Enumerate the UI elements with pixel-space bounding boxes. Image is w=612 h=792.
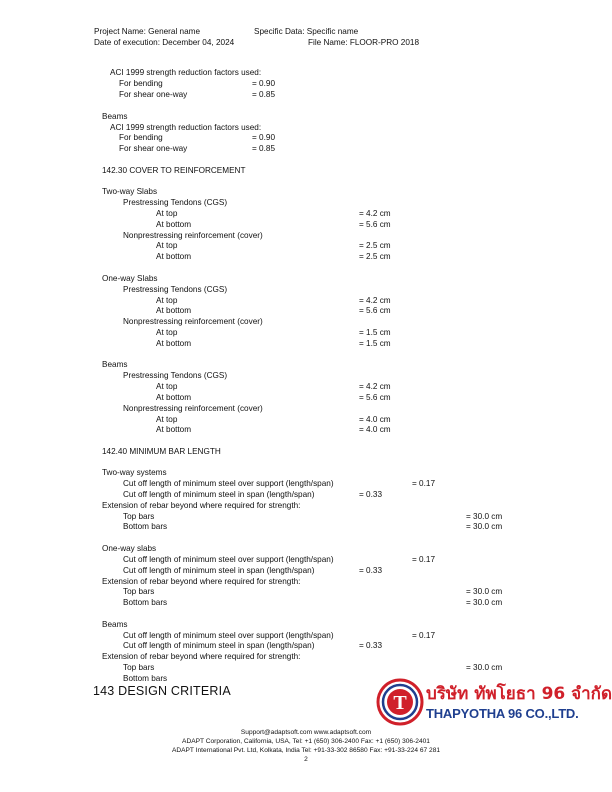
- at-top-value: = 2.5 cm: [359, 241, 391, 250]
- at-bottom-label: At bottom: [156, 393, 192, 402]
- bottom-bars-label: Bottom bars: [123, 674, 168, 683]
- at-bottom-label: At bottom: [156, 252, 192, 261]
- beams-shear-value: = 0.85: [252, 144, 275, 153]
- at-top-value: = 4.2 cm: [359, 209, 391, 218]
- nonprestressing-label: Nonprestressing reinforcement (cover): [123, 231, 263, 240]
- logo-english-name: THAPYOTHA 96 CO.,LTD.: [426, 706, 579, 721]
- cover-group-title: One-way Slabs: [102, 274, 158, 283]
- beams-bending-label: For bending: [119, 133, 163, 142]
- span-cutoff-label: Cut off length of minimum steel in span (length/span): [123, 490, 315, 499]
- at-top-label: At top: [156, 415, 178, 424]
- support-cutoff-label: Cut off length of minimum steel over support (length/span): [123, 555, 334, 564]
- at-bottom-label: At bottom: [156, 339, 192, 348]
- logo-emblem-icon: [376, 678, 424, 726]
- extension-label: Extension of rebar beyond where required for strength:: [102, 577, 301, 586]
- span-cutoff-label: Cut off length of minimum steel in span (length/span): [123, 566, 315, 575]
- at-bottom-label: At bottom: [156, 220, 192, 229]
- support-cutoff-value: = 0.17: [412, 479, 435, 488]
- top-bars-label: Top bars: [123, 512, 155, 521]
- nonprestressing-label: Nonprestressing reinforcement (cover): [123, 317, 263, 326]
- span-cutoff-label: Cut off length of minimum steel in span (length/span): [123, 641, 315, 650]
- footer-india-office: ADAPT International Pvt. Ltd, Kolkata, India Tel: +91-33-302 86580 Fax: +91-33-224 67 281: [171, 747, 441, 754]
- at-top-label: At top: [156, 209, 178, 218]
- logo-emblem-letter: T: [393, 692, 407, 714]
- min-bar-group-title: One-way slabs: [102, 544, 157, 553]
- at-bottom-value: = 2.5 cm: [359, 252, 391, 261]
- span-cutoff-value: = 0.33: [359, 641, 382, 650]
- bottom-bars-label: Bottom bars: [123, 598, 168, 607]
- at-top-label: At top: [156, 382, 178, 391]
- min-bar-group-title: Two-way systems: [102, 468, 167, 477]
- beams-aci-title: ACI 1999 strength reduction factors used:: [110, 123, 262, 132]
- shear-label: For shear one-way: [119, 90, 188, 99]
- design-criteria-heading: 143 DESIGN CRITERIA: [93, 684, 231, 698]
- bending-label: For bending: [119, 79, 163, 88]
- support-cutoff-label: Cut off length of minimum steel over support (length/span): [123, 631, 334, 640]
- at-top-value: = 4.0 cm: [359, 415, 391, 424]
- at-bottom-value: = 5.6 cm: [359, 220, 391, 229]
- at-top-label: At top: [156, 328, 178, 337]
- prestressing-label: Prestressing Tendons (CGS): [123, 371, 228, 380]
- file-name: File Name: FLOOR-PRO 2018: [308, 38, 420, 47]
- prestressing-label: Prestressing Tendons (CGS): [123, 285, 228, 294]
- cover-group-title: Beams: [102, 360, 128, 369]
- cover-group-title: Two-way Slabs: [102, 187, 158, 196]
- extension-label: Extension of rebar beyond where required for strength:: [102, 501, 301, 510]
- shear-value: = 0.85: [252, 90, 275, 99]
- top-bars-label: Top bars: [123, 587, 155, 596]
- support-cutoff-value: = 0.17: [412, 631, 435, 640]
- beams-heading: Beams: [102, 112, 128, 121]
- beams-bending-value: = 0.90: [252, 133, 275, 142]
- execution-date: Date of execution: December 04, 2024: [94, 38, 235, 47]
- page-number: 2: [304, 756, 308, 763]
- top-bars-value: = 30.0 cm: [466, 512, 503, 521]
- company-logo: [376, 678, 612, 726]
- at-top-value: = 1.5 cm: [359, 328, 391, 337]
- at-top-label: At top: [156, 296, 178, 305]
- extension-label: Extension of rebar beyond where required for strength:: [102, 652, 301, 661]
- at-top-label: At top: [156, 241, 178, 250]
- support-cutoff-value: = 0.17: [412, 555, 435, 564]
- at-top-value: = 4.2 cm: [359, 382, 391, 391]
- top-bars-label: Top bars: [123, 663, 155, 672]
- cover-heading: 142.30 COVER TO REINFORCEMENT: [102, 166, 246, 175]
- footer-usa-office: ADAPT Corporation, California, USA, Tel: +1 (650) 306-2400 Fax: +1 (650) 306-2401: [182, 738, 430, 745]
- top-bars-value: = 30.0 cm: [466, 663, 503, 672]
- at-bottom-label: At bottom: [156, 425, 192, 434]
- bottom-bars-value: = 30.0 cm: [466, 598, 503, 607]
- aci-factors-title: ACI 1999 strength reduction factors used:: [110, 68, 262, 77]
- logo-thai-name: บริษัท ทัพโยธา 96 จำกัด: [426, 684, 612, 704]
- bending-value: = 0.90: [252, 79, 275, 88]
- support-cutoff-label: Cut off length of minimum steel over support (length/span): [123, 479, 334, 488]
- specific-data: Specific Data: Specific name: [254, 27, 359, 36]
- footer-contact: Support@adaptsoft.com www.adaptsoft.com: [240, 729, 372, 736]
- beams-shear-label: For shear one-way: [119, 144, 188, 153]
- at-bottom-value: = 5.6 cm: [359, 393, 391, 402]
- at-bottom-label: At bottom: [156, 306, 192, 315]
- nonprestressing-label: Nonprestressing reinforcement (cover): [123, 404, 263, 413]
- bottom-bars-value: = 30.0 cm: [466, 522, 503, 531]
- min-bar-group-title: Beams: [102, 620, 128, 629]
- at-bottom-value: = 4.0 cm: [359, 425, 391, 434]
- span-cutoff-value: = 0.33: [359, 566, 382, 575]
- span-cutoff-value: = 0.33: [359, 490, 382, 499]
- top-bars-value: = 30.0 cm: [466, 587, 503, 596]
- project-name: Project Name: General name: [94, 27, 201, 36]
- min-bar-heading: 142.40 MINIMUM BAR LENGTH: [102, 447, 221, 456]
- at-bottom-value: = 1.5 cm: [359, 339, 391, 348]
- bottom-bars-label: Bottom bars: [123, 522, 168, 531]
- prestressing-label: Prestressing Tendons (CGS): [123, 198, 228, 207]
- at-top-value: = 4.2 cm: [359, 296, 391, 305]
- at-bottom-value: = 5.6 cm: [359, 306, 391, 315]
